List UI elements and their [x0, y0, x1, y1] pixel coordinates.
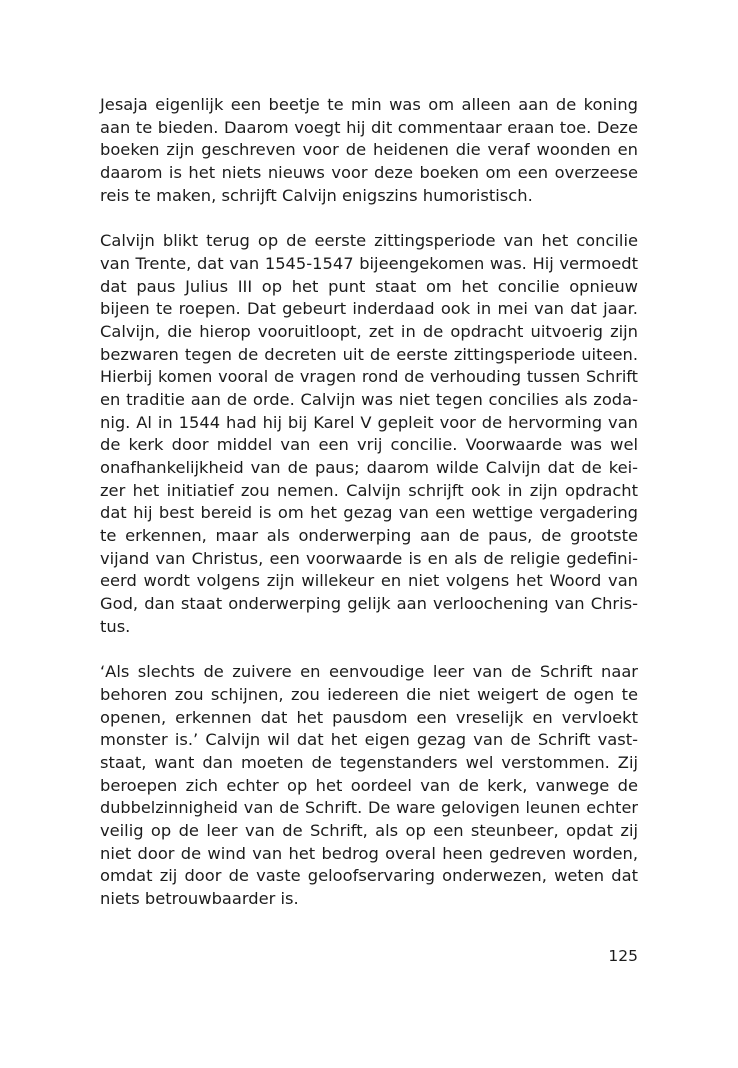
text-line: God, dan staat onderwerping gelijk aan verloochening van Chris-	[100, 594, 638, 614]
text-line: bezwaren tegen de decreten uit de eerste zittingsperiode uiteen.	[100, 344, 638, 364]
text-line: nig. Al in 1544 had hij bij Karel V gepleit voor de hervorming van	[100, 412, 638, 432]
text-line: Calvijn, die hierop vooruitloopt, zet in de opdracht uitvoerig zijn	[100, 321, 638, 341]
text-line: boeken zijn geschreven voor de heidenen die veraf woonden en	[100, 140, 638, 160]
text-line: dat hij best bereid is om het gezag van een wettige vergadering	[100, 503, 638, 523]
page-number: 125	[608, 947, 638, 965]
text-line: Hierbij komen vooral de vragen rond de verhouding tussen Schrift	[100, 367, 638, 387]
text-line: Calvijn blikt terug op de eerste zittingsperiode van het concilie	[100, 231, 638, 251]
text-line: van Trente, dat van 1545-1547 bijeengekomen was. Hij vermoedt	[100, 253, 638, 273]
body-text	[100, 94, 638, 911]
text-line: vijand van Christus, een voorwaarde is en als de religie gedefini-	[100, 548, 638, 568]
text-line: aan te bieden. Daarom voegt hij dit commentaar eraan toe. Deze	[100, 117, 638, 137]
text-line: openen, erkennen dat het pausdom een vreselijk en vervloekt	[100, 707, 638, 727]
text-line: dubbelzinnigheid van de Schrift. De ware gelovigen leunen echter	[100, 798, 638, 818]
text-line: eerd wordt volgens zijn willekeur en niet volgens het Woord van	[100, 571, 638, 591]
text-line: bijeen te roepen. Dat gebeurt inderdaad ook in mei van dat jaar.	[100, 299, 638, 319]
text-line: Jesaja eigenlijk een beetje te min was om alleen aan de koning	[100, 95, 638, 114]
paragraph-1	[100, 94, 638, 207]
text-line: niets betrouwbaarder is.	[100, 889, 299, 909]
text-line: en traditie aan de orde. Calvijn was niet tegen concilies als zoda-	[100, 389, 638, 409]
text-line: reis te maken, schrijft Calvijn enigszins humoristisch.	[100, 185, 533, 205]
text-line: tus.	[100, 616, 131, 636]
text-line: behoren zou schijnen, zou iedereen die niet weigert de ogen te	[100, 684, 638, 704]
text-line: ‘Als slechts de zuivere en eenvoudige leer van de Schrift naar	[100, 662, 638, 682]
paragraph-gap	[100, 639, 638, 662]
text-line: zer het initiatief zou nemen. Calvijn schrijft ook in zijn opdracht	[100, 480, 638, 500]
paragraph-gap	[100, 207, 638, 230]
text-line: dat paus Julius III op het punt staat om het concilie opnieuw	[100, 276, 638, 296]
paragraph-3	[100, 661, 638, 911]
text-line: daarom is het niets nieuws voor deze boeken om een overzeese	[100, 163, 638, 183]
text-line: omdat zij door de vaste geloofservaring onderwezen, weten dat	[100, 866, 638, 886]
text-line: niet door de wind van het bedrog overal heen gedreven worden,	[100, 843, 638, 863]
text-line: veilig op de leer van de Schrift, als op een steunbeer, opdat zij	[100, 821, 638, 840]
text-line: onafhankelijkheid van de paus; daarom wilde Calvijn dat de kei-	[100, 458, 638, 477]
text-line: monster is.’ Calvijn wil dat het eigen gezag van de Schrift vast-	[100, 730, 638, 750]
text-line: de kerk door middel van een vrij concilie. Voorwaarde was wel	[100, 435, 638, 455]
paragraph-2	[100, 230, 638, 638]
text-line: te erkennen, maar als onderwerping aan de paus, de grootste	[100, 526, 638, 546]
text-line: staat, want dan moeten de tegenstanders wel verstommen. Zij	[100, 752, 638, 772]
text-line: beroepen zich echter op het oordeel van de kerk, vanwege de	[100, 775, 638, 795]
